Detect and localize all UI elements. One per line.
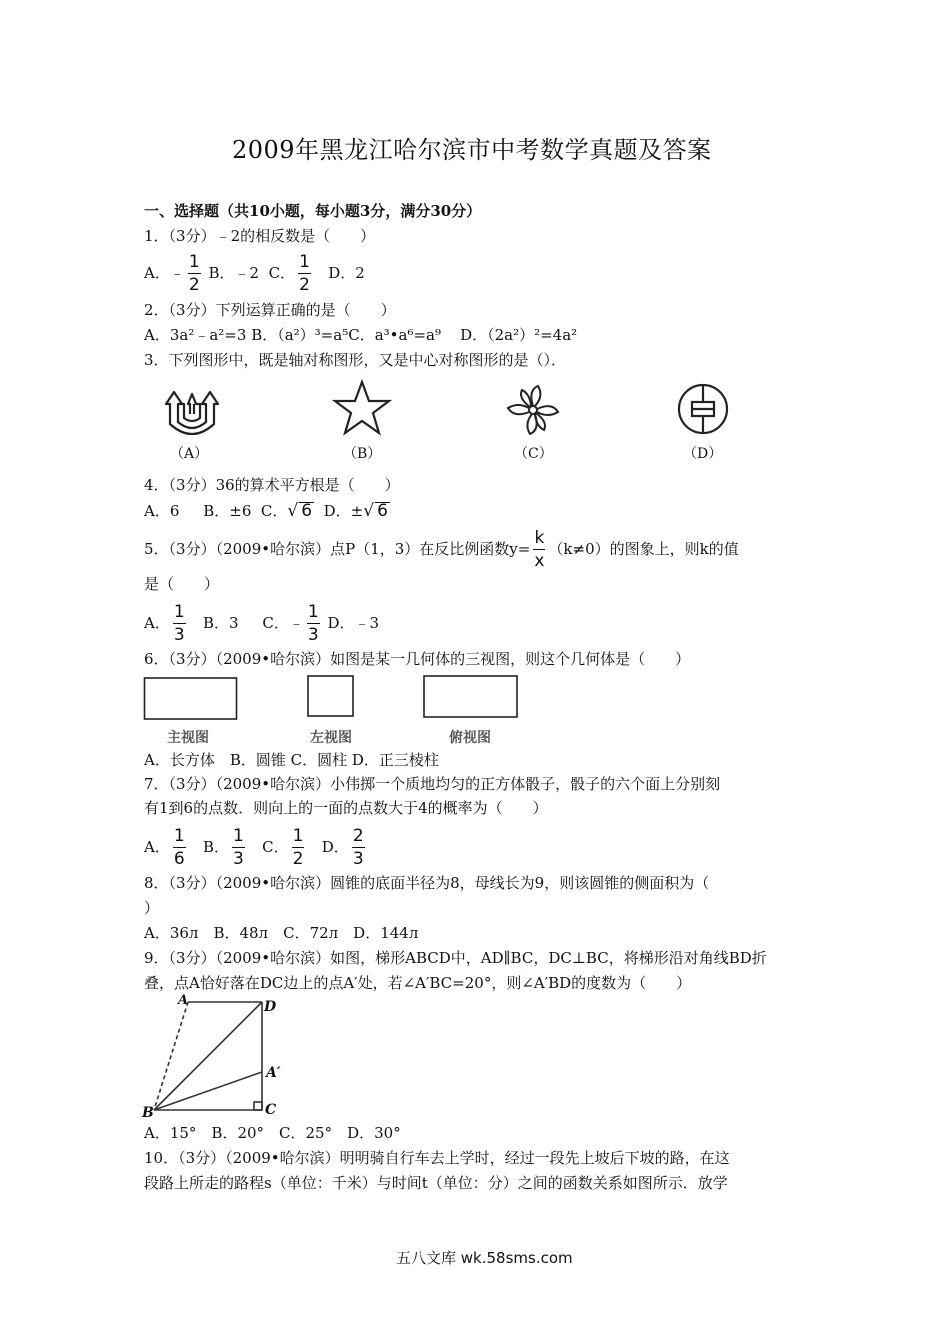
option-c: C．﹣ $\frac{1}{3}$ <box>262 602 319 645</box>
option-b: B． $\frac{1}{3}$ <box>202 826 244 869</box>
figure-label-c: （C） <box>514 446 553 462</box>
option-b: B．（a²）³=a⁵ <box>251 326 349 344</box>
fraction: $\frac{1}{2}$ <box>292 826 304 869</box>
figure-label-d: （D） <box>683 446 723 462</box>
fraction: $\frac{1}{3}$ <box>307 602 319 645</box>
question-6-options: A．长方体 B．圆锥 C．圆柱 D．正三棱柱 <box>144 751 439 769</box>
question-9-line2: 叠，点A恰好落在DC边上的点A′处，若∠A′BC=20°，则∠A′BD的度数为（ ） <box>144 974 692 992</box>
question-8-line2: ） <box>144 899 160 917</box>
option-a: A．6 <box>144 502 180 520</box>
figure-label-b: （B） <box>343 446 382 462</box>
front-view <box>145 678 237 719</box>
option-b: B．﹣2 <box>208 264 260 282</box>
question-7-line1: 7．（3分）（2009•哈尔滨）小伟掷一个质地均匀的正方体骰子，骰子的六个面上分别刻 <box>144 775 721 793</box>
option-d: D．2 <box>328 264 365 282</box>
point-label-a: A <box>178 993 189 1008</box>
question-8-options: A．36л B．48л C．72л D．144л <box>144 924 419 942</box>
question-8-line1: 8．（3分）（2009•哈尔滨）圆锥的底面半径为8，母线长为9，则该圆锥的侧面积为（ <box>144 874 710 892</box>
question-9-options: A．15° B．20° C．25° D．30° <box>144 1124 401 1142</box>
option-a: A．3a²﹣a²=3 <box>144 326 247 344</box>
three-views-figure <box>144 675 524 723</box>
page-title: 2009年黑龙江哈尔滨市中考数学真题及答案 <box>232 136 712 164</box>
question-10-line1: 10．（3分）（2009•哈尔滨）明明骑自行车去上学时，经过一段先上坡后下坡的路，在这 <box>144 1149 730 1167</box>
question-5-options <box>144 604 379 644</box>
option-c: C．√ 6 <box>260 501 313 521</box>
point-label-a-prime: A′ <box>266 1065 281 1081</box>
question-10-line2: 段路上所走的路程s（单位：千米）与时间t（单位：分）之间的函数关系如图所示．放学 <box>144 1174 728 1192</box>
option-d: D． $\frac{2}{3}$ <box>321 826 364 869</box>
side-view <box>308 676 353 716</box>
question-3-stem: 3．下列图形中，既是轴对称图形，又是中心对称图形的是（）． <box>144 351 567 369</box>
figure-a-arrows-icon <box>160 388 224 436</box>
question-7-line2: 有1到6的点数．则向上的一面的点数大于4的概率为（ ） <box>144 799 548 817</box>
question-4-stem: 4．（3分）36的算术平方根是（ ） <box>144 476 400 494</box>
question-1-options <box>144 254 365 294</box>
question-5-stem: 5．（3分）（2009•哈尔滨）点P（1，3）在反比例函数y= $\frac{k}{x}$ （k≠0）的图象上，则k的值 <box>144 528 739 571</box>
option-b: B．3 <box>202 614 239 632</box>
view-label-front: 主视图 <box>167 730 209 746</box>
fraction: $\frac{k}{x}$ <box>534 528 545 571</box>
point-label-d: D <box>264 999 277 1015</box>
question-1-stem: 1．（3分）﹣2的相反数是（ ） <box>144 227 376 245</box>
option-d: D．±√ 6 <box>323 501 388 521</box>
option-c: C．a³•a⁶=a⁹ <box>348 326 441 344</box>
fraction: $\frac{1}{2}$ <box>188 252 200 295</box>
fraction: $\frac{1}{6}$ <box>173 826 185 869</box>
question-2-options <box>144 328 577 343</box>
figure-d-circle-icon <box>676 382 730 436</box>
question-9-line1: 9．（3分）（2009•哈尔滨）如图，梯形ABCD中，AD∥BC，DC⊥BC，将梯形沿对角线BD折 <box>144 949 767 967</box>
option-d: D．﹣3 <box>327 614 380 632</box>
option-d: D．（2a²）²=4a² <box>460 326 578 344</box>
option-c: C． $\frac{1}{2}$ <box>262 826 304 869</box>
fraction: $\frac{1}{3}$ <box>173 602 185 645</box>
option-a: A． $\frac{1}{3}$ <box>144 602 185 645</box>
question-6-stem: 6．（3分）（2009•哈尔滨）如图是某一几何体的三视图，则这个几何体是（ ） <box>144 650 691 668</box>
figure-c-pinwheel-icon <box>504 382 562 438</box>
option-a: A． $\frac{1}{6}$ <box>144 826 185 869</box>
option-a: A．﹣ $\frac{1}{2}$ <box>144 252 200 295</box>
figure-label-a: （A） <box>170 446 209 462</box>
point-label-c: C <box>265 1102 277 1118</box>
view-label-top: 俯视图 <box>449 730 491 746</box>
view-label-side: 左视图 <box>310 730 352 746</box>
figure-b-star-icon <box>333 380 391 436</box>
fraction: $\frac{1}{3}$ <box>233 826 244 869</box>
fraction: $\frac{2}{3}$ <box>352 826 364 869</box>
question-7-options <box>144 828 368 868</box>
question-5-stem-line2: 是（ ） <box>144 575 220 593</box>
question-4-options <box>144 502 390 521</box>
option-b: B．±6 <box>203 502 252 520</box>
fraction: $\frac{1}{2}$ <box>299 252 310 295</box>
point-label-b: B <box>142 1105 154 1121</box>
section-heading: 一、选择题（共10小题，每小题3分，满分30分） <box>144 202 482 220</box>
option-c: C． $\frac{1}{2}$ <box>268 252 310 295</box>
top-view <box>424 676 517 717</box>
page-footer: 五八文库 wk.58sms.com <box>396 1249 573 1267</box>
question-2-stem: 2．（3分）下列运算正确的是（ ） <box>144 301 396 319</box>
